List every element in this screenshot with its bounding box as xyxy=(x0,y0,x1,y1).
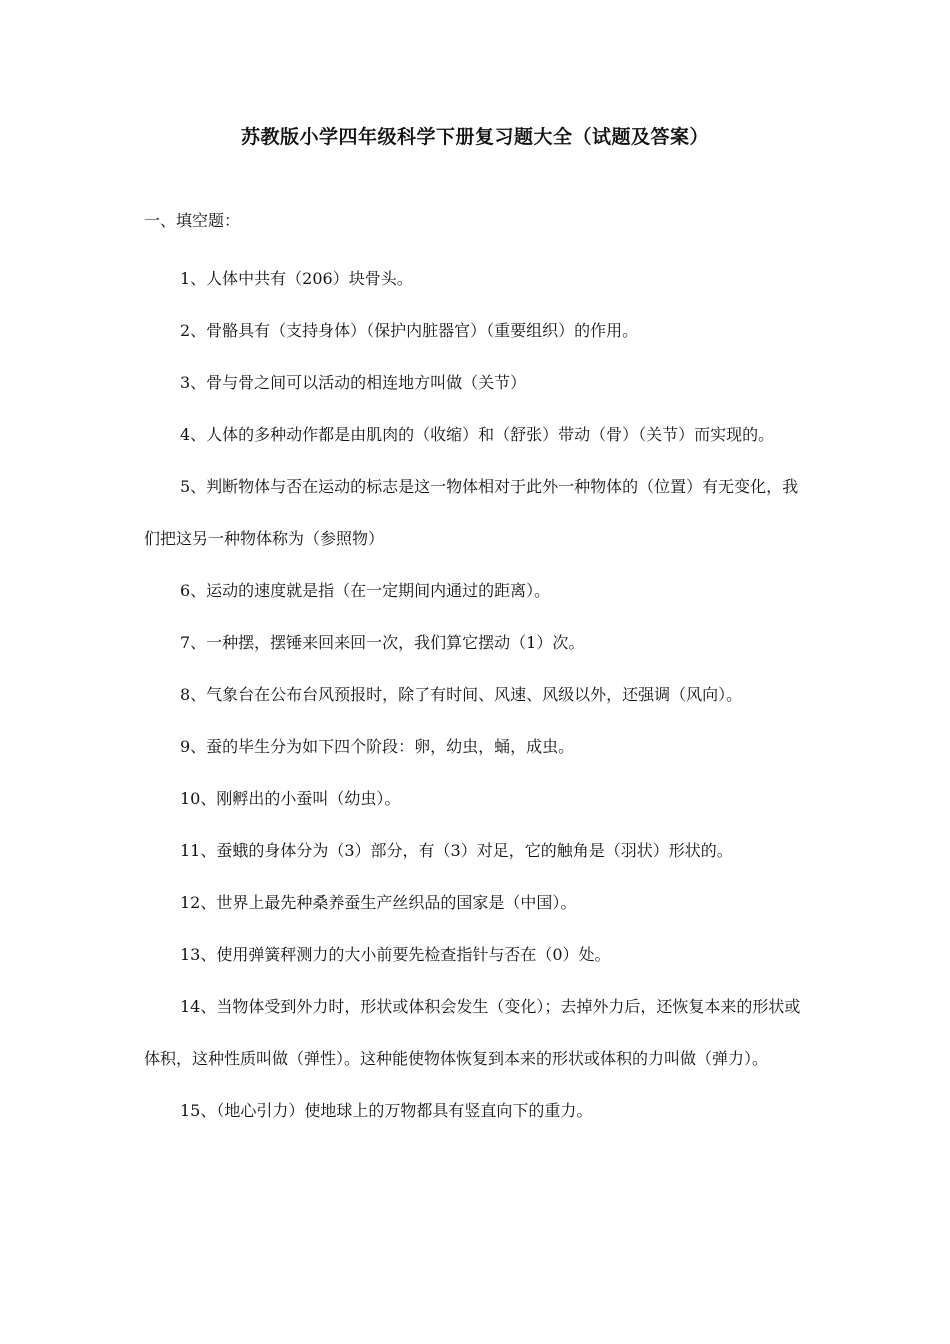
question-item-14: 14、当物体受到外力时，形状或体积会发生（变化）；去掉外力后，还恢复本来的形状或体积，这种性质叫做（弹性）。这种能使物体恢复到本来的形状或体积的力叫做（弹力）。 xyxy=(144,997,801,1068)
question-item-4: 4、人体的多种动作都是由肌肉的（收缩）和（舒张）带动（骨）（关节）而实现的。 xyxy=(180,425,775,444)
question-item-8: 8、气象台在公布台风预报时，除了有时间、风速、风级以外，还强调（风向）。 xyxy=(180,685,743,704)
question-item-6: 6、运动的速度就是指（在一定期间内通过的距离）。 xyxy=(180,581,551,600)
document-title: 苏教版小学四年级科学下册复习题大全（试题及答案） xyxy=(240,126,709,148)
question-item-11: 11、蚕蛾的身体分为（3）部分，有（3）对足，它的触角是（羽状）形状的。 xyxy=(180,841,733,860)
question-list xyxy=(144,253,808,1137)
question-item-1: 1、人体中共有（206）块骨头。 xyxy=(180,269,413,288)
question-item-2: 2、骨骼具有（支持身体）（保护内脏器官）（重要组织）的作用。 xyxy=(180,321,639,340)
question-item-12: 12、世界上最先种桑养蚕生产丝织品的国家是（中国）。 xyxy=(180,893,577,912)
question-item-3: 3、骨与骨之间可以活动的相连地方叫做（关节） xyxy=(180,373,527,392)
section-heading: 一、填空题： xyxy=(144,211,241,230)
question-item-13: 13、使用弹簧秤测力的大小前要先检查指针与否在（0）处。 xyxy=(180,945,611,964)
question-item-10: 10、刚孵出的小蚕叫（幼虫）。 xyxy=(180,789,401,808)
question-item-15: 15、（地心引力）使地球上的万物都具有竖直向下的重力。 xyxy=(180,1101,593,1120)
question-item-5: 5、判断物体与否在运动的标志是这一物体相对于此外一种物体的（位置）有无变化，我们把这另一种物体称为（参照物） xyxy=(144,477,799,548)
question-item-7: 7、一种摆，摆锤来回来回一次，我们算它摆动（1）次。 xyxy=(180,633,585,652)
question-item-9: 9、蚕的毕生分为如下四个阶段：卵，幼虫，蛹，成虫。 xyxy=(180,737,575,756)
